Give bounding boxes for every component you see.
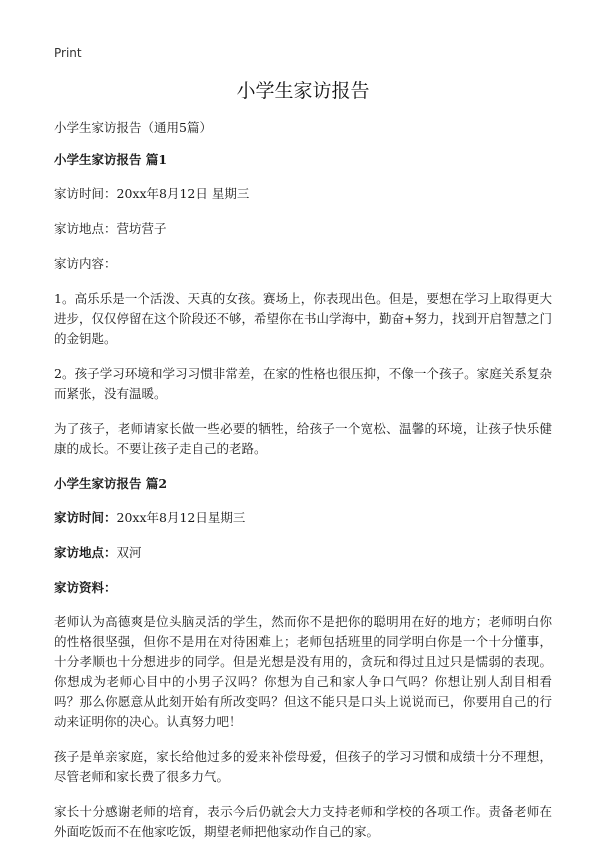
section2-place-value: 双河 bbox=[116, 545, 142, 560]
section1-visit-place: 家访地点：营坊营子 bbox=[54, 221, 167, 236]
section1-paragraph-2: 2。孩子学习环境和学习习惯非常差，在家的性格也很压抑，不像一个孩子。家庭关系复杂而紧张，没有温暖。 bbox=[54, 366, 552, 401]
section2-material-label: 家访资料： bbox=[54, 580, 117, 595]
section1-visit-time: 家访时间：20xx年8月12日 星期三 bbox=[54, 186, 250, 201]
section2-place-label: 家访地点： bbox=[54, 545, 117, 560]
section2-visit-time bbox=[54, 508, 552, 528]
section2-heading: 小学生家访报告 篇2 bbox=[54, 476, 168, 491]
section1-heading: 小学生家访报告 篇1 bbox=[54, 152, 168, 167]
document-subtitle: 小学生家访报告（通用5篇） bbox=[54, 120, 212, 135]
print-label: Print bbox=[54, 46, 82, 60]
section2-visit-place bbox=[54, 543, 552, 563]
section2-time-label: 家访时间： bbox=[54, 510, 117, 525]
section1-paragraph-1: 1。高乐乐是一个活泼、天真的女孩。赛场上，你表现出色。但是，要想在学习上取得更大进步，仅仅停留在这个阶段还不够，希望你在书山学海中，勤奋+努力，找到开启智慧之门的金钥匙。 bbox=[54, 291, 552, 346]
section2-paragraph-2: 孩子是单亲家庭，家长给他过多的爱来补偿母爱，但孩子的学习习惯和成绩十分不理想，尽管老师和家长费了很多力气。 bbox=[54, 749, 552, 784]
section2-time-value: 20xx年8月12日星期三 bbox=[116, 510, 246, 525]
section1-paragraph-3: 为了孩子，老师请家长做一些必要的牺牲，给孩子一个宽松、温馨的环境，让孩子快乐健康的成长。不要让孩子走自己的老路。 bbox=[54, 421, 552, 456]
section2-paragraph-3: 家长十分感谢老师的培育，表示今后仍就会大力支持老师和学校的各项工作。责备老师在外面吃饭而不在他家吃饭，期望老师把他家动作自己的家。 bbox=[54, 804, 552, 839]
page-title: 小学生家访报告 bbox=[236, 80, 370, 102]
section1-content-label: 家访内容： bbox=[54, 256, 117, 271]
section2-paragraph-1: 老师认为高德爽是位头脑灵活的学生，然而你不是把你的聪明用在好的地方；老师明白你的性格很坚强，但你不是用在对待困难上；老师包括班里的同学明白你是一个十分懂事，十分孝顺也十分想进步的同学。但是光想是没有用的，贪玩和得过且过只是懦弱的表现。你想成为老师心目中的小男子汉吗？你想为自己和家人争口气吗？你想让别人刮目相看吗？那么你愿意从此刻开始有所改变吗？但这不能只是口头上说说而已，你要用自己的行动来证明你的决心。认真努力吧！ bbox=[54, 614, 552, 729]
document-body bbox=[54, 78, 552, 857]
